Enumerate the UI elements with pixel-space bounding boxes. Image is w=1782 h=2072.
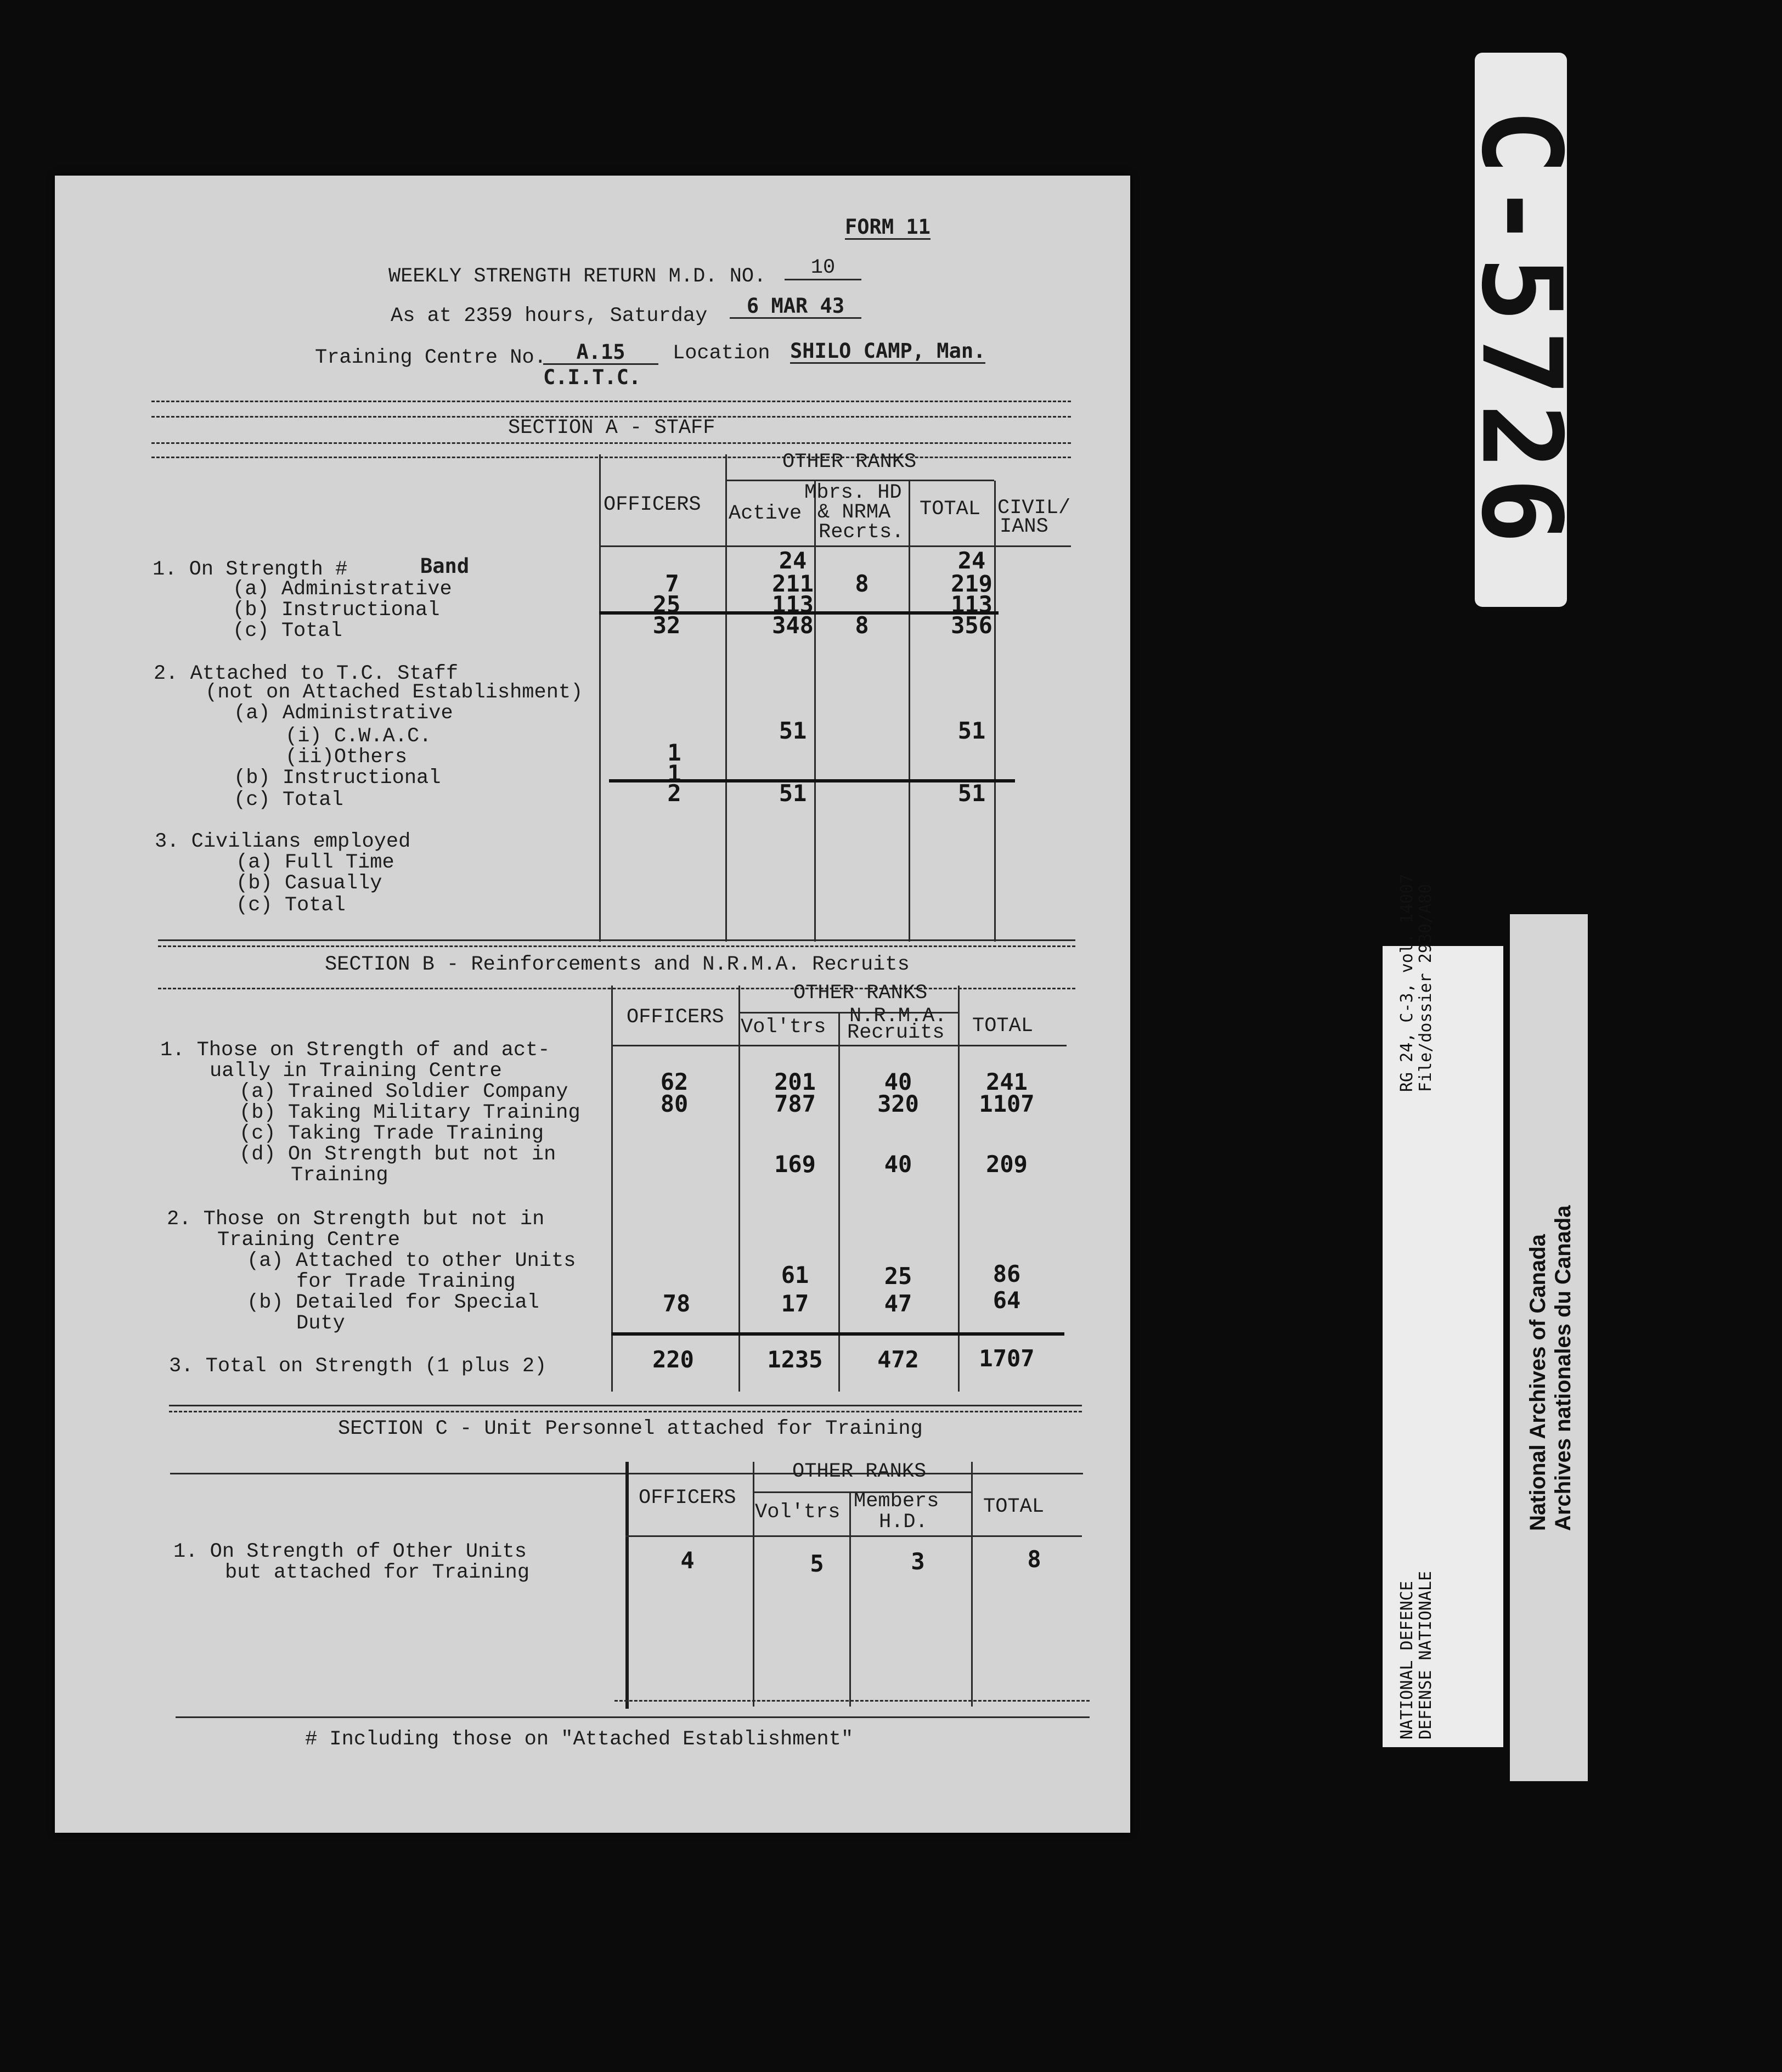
a-row-label: 2. Attached to T.C. Staff (154, 662, 459, 685)
md-number: 10 (785, 257, 861, 280)
a-row-label: (b) Casually (236, 872, 382, 895)
a-row-label: (a) Administrative (234, 702, 453, 725)
a-value: 24 (957, 547, 986, 574)
c-volunteers-header: Vol'trs (755, 1501, 841, 1524)
column-line (753, 1462, 754, 1707)
b-row-label: (b) Taking Military Training (239, 1101, 580, 1124)
b-volunteers-header: Vol'trs (741, 1016, 826, 1039)
b-value: 64 (992, 1287, 1021, 1314)
b-nrma-header: Recruits (847, 1021, 945, 1044)
as-at-label: As at 2359 hours, Saturday (391, 305, 708, 328)
b-officers-header: OFFICERS (627, 1006, 724, 1029)
a-value: 51 (779, 717, 807, 744)
section-c-title: SECTION C - Unit Personnel attached for Training (338, 1417, 923, 1440)
b-value: 40 (884, 1151, 912, 1178)
a-value: 1 (667, 739, 681, 766)
b-row-label: (c) Taking Trade Training (239, 1122, 544, 1145)
a-row-label: 3. Civilians employed (155, 830, 411, 853)
a-row-label: (c) Total (234, 789, 343, 812)
b-value: 1707 (979, 1345, 1035, 1372)
a-value: 24 (779, 547, 807, 574)
a-value: 8 (855, 570, 869, 597)
b-value: 62 (660, 1068, 689, 1095)
form-number: FORM 11 (845, 215, 931, 239)
b-value: 201 (774, 1068, 816, 1095)
b-value: 1107 (979, 1090, 1035, 1117)
c-members-header: H.D. (879, 1511, 928, 1534)
rule (151, 457, 1071, 458)
a-value: 2 (667, 780, 681, 807)
c-other-ranks-header: OTHER RANKS (792, 1460, 927, 1483)
footnote: # Including those on "Attached Establishment" (305, 1728, 854, 1751)
b-value: 25 (884, 1263, 912, 1290)
a-officers-header: OFFICERS (604, 493, 701, 516)
a-mbrs-header: Mbrs. HD (804, 481, 902, 504)
a-value: 356 (951, 612, 992, 639)
column-line (725, 454, 727, 942)
b-row-label: Training (291, 1164, 388, 1187)
archive-reference: RG 24, C-3, vol. 14007 File/dossier 2930/A80 (1397, 874, 1435, 1092)
a-row-label: (a) Full Time (236, 851, 394, 874)
centre-subtitle: C.I.T.C. (543, 365, 641, 389)
column-line (738, 986, 740, 1392)
a-value: 348 (772, 612, 814, 639)
b-row-label: Training Centre (217, 1229, 401, 1252)
c-value: 8 (1027, 1546, 1041, 1573)
a-value: 113 (772, 591, 814, 618)
a-row-label: (c) Total (236, 894, 346, 917)
section-divider (158, 939, 1075, 947)
rule (176, 1716, 1090, 1718)
b-value: 80 (660, 1090, 689, 1117)
a-value: 113 (951, 591, 992, 618)
a-row-label: (b) Instructional (234, 767, 441, 790)
a-value: 211 (772, 570, 814, 597)
b-row-label: (a) Attached to other Units (247, 1249, 576, 1273)
a-band-note: Band (420, 554, 470, 578)
b-row-label: 1. Those on Strength of and act- (160, 1039, 550, 1062)
rule (625, 1535, 1082, 1537)
a-value: 51 (957, 717, 986, 744)
b-nrma-header: N.R.M.A. (849, 1005, 947, 1028)
c-row-label: but attached for Training (225, 1561, 530, 1584)
a-mbrs-header: Recrts. (819, 521, 904, 544)
a-civilians-header: IANS (1000, 515, 1048, 538)
column-line (625, 1462, 629, 1709)
archive-name: National Archives of Canada Archives nationales du Canada (1526, 1205, 1575, 1531)
a-active-header: Active (729, 502, 802, 525)
rule (151, 401, 1071, 402)
c-row-label: 1. On Strength of Other Units (173, 1540, 527, 1563)
rule (599, 545, 1071, 547)
a-row-label: (c) Total (233, 620, 342, 643)
total-rule (611, 1332, 1064, 1336)
b-row-label: 2. Those on Strength but not in (167, 1208, 545, 1231)
a-row-label: (a) Administrative (233, 578, 452, 601)
b-value: 169 (774, 1151, 816, 1178)
c-value: 5 (810, 1550, 824, 1577)
section-divider (169, 1405, 1082, 1412)
a-value: 51 (957, 780, 986, 807)
a-value: 51 (779, 780, 807, 807)
b-value: 86 (992, 1260, 1021, 1287)
location-label: Location (673, 342, 770, 365)
column-line (909, 481, 910, 942)
b-row-label: ually in Training Centre (210, 1060, 502, 1083)
b-other-ranks-header: OTHER RANKS (793, 982, 928, 1005)
column-line (971, 1462, 973, 1707)
a-row-label: 1. On Strength # (153, 558, 348, 581)
a-value: 7 (665, 570, 679, 597)
b-value: 320 (877, 1090, 919, 1117)
rule (614, 1700, 1090, 1702)
b-value: 61 (781, 1262, 809, 1288)
a-value: 25 (652, 591, 681, 618)
centre-number: A.15 (543, 341, 658, 365)
b-value: 241 (986, 1068, 1028, 1095)
b-value: 220 (652, 1346, 694, 1373)
location-value: SHILO CAMP, Man. (790, 339, 986, 363)
a-value: 219 (951, 570, 992, 597)
a-total-header: TOTAL (920, 498, 981, 521)
a-value: 32 (652, 612, 681, 639)
centre-label: Training Centre No. (315, 346, 546, 369)
rule (611, 1045, 1067, 1046)
c-members-header: Members (854, 1490, 939, 1513)
b-value: 209 (986, 1151, 1028, 1178)
rule (151, 442, 1071, 444)
a-value: 8 (855, 612, 869, 639)
a-other-ranks-header: OTHER RANKS (782, 451, 917, 474)
column-line (849, 1493, 851, 1707)
archive-department: NATIONAL DEFENCE DEFENSE NATIONALE (1397, 1570, 1435, 1739)
c-value: 3 (911, 1548, 925, 1575)
return-date: 6 MAR 43 (730, 295, 861, 319)
b-value: 17 (781, 1290, 809, 1317)
a-row-label: (i) C.W.A.C. (285, 725, 432, 748)
b-value: 472 (877, 1346, 919, 1373)
c-value: 4 (680, 1547, 695, 1574)
c-officers-header: OFFICERS (639, 1487, 736, 1510)
a-row-label: (ii)Others (285, 746, 408, 769)
b-value: 787 (774, 1090, 816, 1117)
a-row-label: (b) Instructional (233, 599, 440, 622)
column-line (611, 986, 613, 1392)
b-row-label: for Trade Training (296, 1270, 516, 1293)
b-value: 47 (884, 1290, 912, 1317)
b-value: 1235 (767, 1346, 823, 1373)
b-row-label: (b) Detailed for Special (247, 1291, 539, 1314)
a-civilians-header: CIVIL/ (997, 497, 1071, 520)
section-a-title: SECTION A - STAFF (508, 416, 715, 440)
b-row-label: (a) Trained Soldier Company (239, 1080, 568, 1103)
b-row-label: (d) On Strength but not in (239, 1143, 556, 1166)
column-line (958, 986, 960, 1392)
c-total-header: TOTAL (983, 1495, 1045, 1518)
b-row-label: 3. Total on Strength (1 plus 2) (169, 1355, 547, 1378)
b-row-label: Duty (296, 1312, 345, 1335)
frame-number: C-5726 (1457, 108, 1585, 551)
b-value: 40 (884, 1068, 912, 1095)
b-total-header: TOTAL (972, 1015, 1034, 1038)
a-row-label: (not on Attached Establishment) (205, 681, 583, 704)
column-line (599, 454, 601, 942)
a-mbrs-header: & NRMA (817, 501, 891, 524)
rule (158, 988, 1075, 989)
section-b-title: SECTION B - Reinforcements and N.R.M.A. Recruits (325, 953, 910, 976)
b-value: 78 (662, 1290, 691, 1317)
a-value: 1 (667, 760, 681, 787)
form-title: WEEKLY STRENGTH RETURN M.D. NO. (388, 265, 766, 288)
